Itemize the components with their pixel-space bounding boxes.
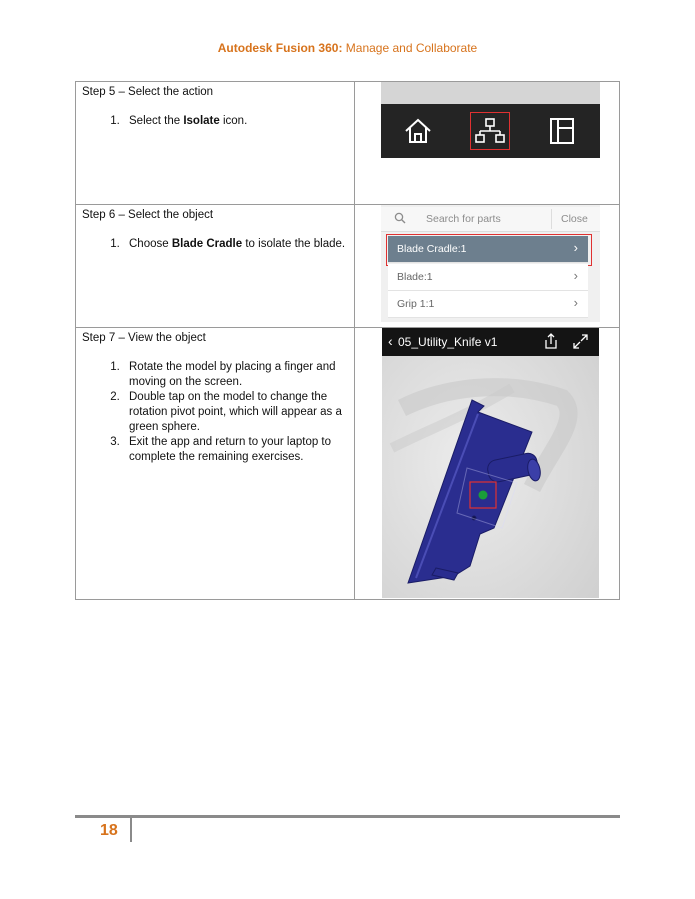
step-6-item-1-bold: Blade Cradle: [171, 238, 243, 250]
part-item-label: Blade:1: [397, 271, 433, 283]
share-icon[interactable]: [543, 333, 559, 350]
page-number: 18: [100, 822, 118, 839]
step-5-item-1-pre: Select the: [129, 115, 184, 127]
step-5-item-1-post: icon.: [219, 115, 248, 127]
back-icon[interactable]: ‹: [388, 333, 393, 349]
step-5-list: [82, 114, 354, 129]
part-item-blade[interactable]: [388, 264, 588, 291]
step-7-screenshot: [382, 328, 599, 598]
step-6-item-1: [123, 237, 354, 252]
step-row-6: [76, 205, 620, 328]
parts-search-bar: [381, 207, 600, 232]
step-6-image-cell: [355, 205, 620, 328]
step-6-screenshot: [381, 205, 600, 322]
step-5-text-cell: [76, 82, 355, 205]
header-title-bold: Autodesk Fusion 360:: [217, 41, 343, 55]
viewer-title-bar: [382, 328, 599, 356]
step-row-5: [76, 82, 620, 205]
step-7-image-cell: [355, 328, 620, 600]
model-title: 05_Utility_Knife v1: [398, 335, 498, 349]
step-6-title: Step 6 – Select the object: [82, 209, 214, 221]
step-row-7: [76, 328, 620, 600]
step-6-item-1-post: to isolate the blade.: [242, 238, 346, 250]
home-icon[interactable]: [403, 116, 433, 146]
step-5-item-1: [123, 114, 354, 129]
footer-divider: [130, 818, 132, 842]
header-title-rest: Manage and Collaborate: [342, 41, 478, 55]
step-5-image-cell: [355, 82, 620, 205]
step-5-item-1-bold: Isolate: [183, 115, 220, 127]
step-7-item-3: 3. Exit the app and return to your laptop to complete the remaining exercises.: [123, 435, 354, 465]
expand-icon[interactable]: [573, 334, 588, 349]
isolate-selection-highlight: [470, 112, 510, 150]
step-5-screenshot: [381, 82, 600, 158]
chevron-right-icon: ›: [573, 240, 578, 255]
model-viewport[interactable]: [382, 328, 599, 598]
step-7-text-cell: [76, 328, 355, 600]
part-item-label: Grip 1:1: [397, 298, 435, 310]
chevron-right-icon: ›: [573, 268, 578, 283]
pivot-sphere: [479, 491, 488, 500]
screenshot-top-strip: [381, 82, 600, 104]
step-6-item-1-pre: Choose: [129, 238, 172, 250]
part-item-grip[interactable]: [388, 291, 588, 318]
steps-table: [75, 81, 620, 600]
part-item-label: Blade Cradle:1: [397, 243, 467, 255]
search-input[interactable]: Search for parts: [426, 213, 501, 225]
page-header: [0, 41, 695, 55]
step-7-list: [82, 360, 354, 465]
step-7-item-2: 2. Double tap on the model to change the rotation pivot point, which will appear as a green sphere.: [123, 390, 354, 435]
close-button[interactable]: Close: [561, 213, 588, 225]
step-7-title: Step 7 – View the object: [82, 332, 206, 344]
step-5-title: Step 5 – Select the action: [82, 86, 214, 98]
footer-rule: [75, 815, 620, 818]
chevron-right-icon: ›: [573, 295, 578, 310]
step-6-list: [82, 237, 354, 252]
search-divider: [551, 209, 552, 229]
step-7-item-1: 1. Rotate the model by placing a finger and moving on the screen.: [123, 360, 354, 390]
search-icon: [394, 212, 406, 224]
step-6-text-cell: [76, 205, 355, 328]
layout-icon[interactable]: [547, 116, 577, 146]
blade-cradle-selection-highlight: [386, 234, 592, 266]
